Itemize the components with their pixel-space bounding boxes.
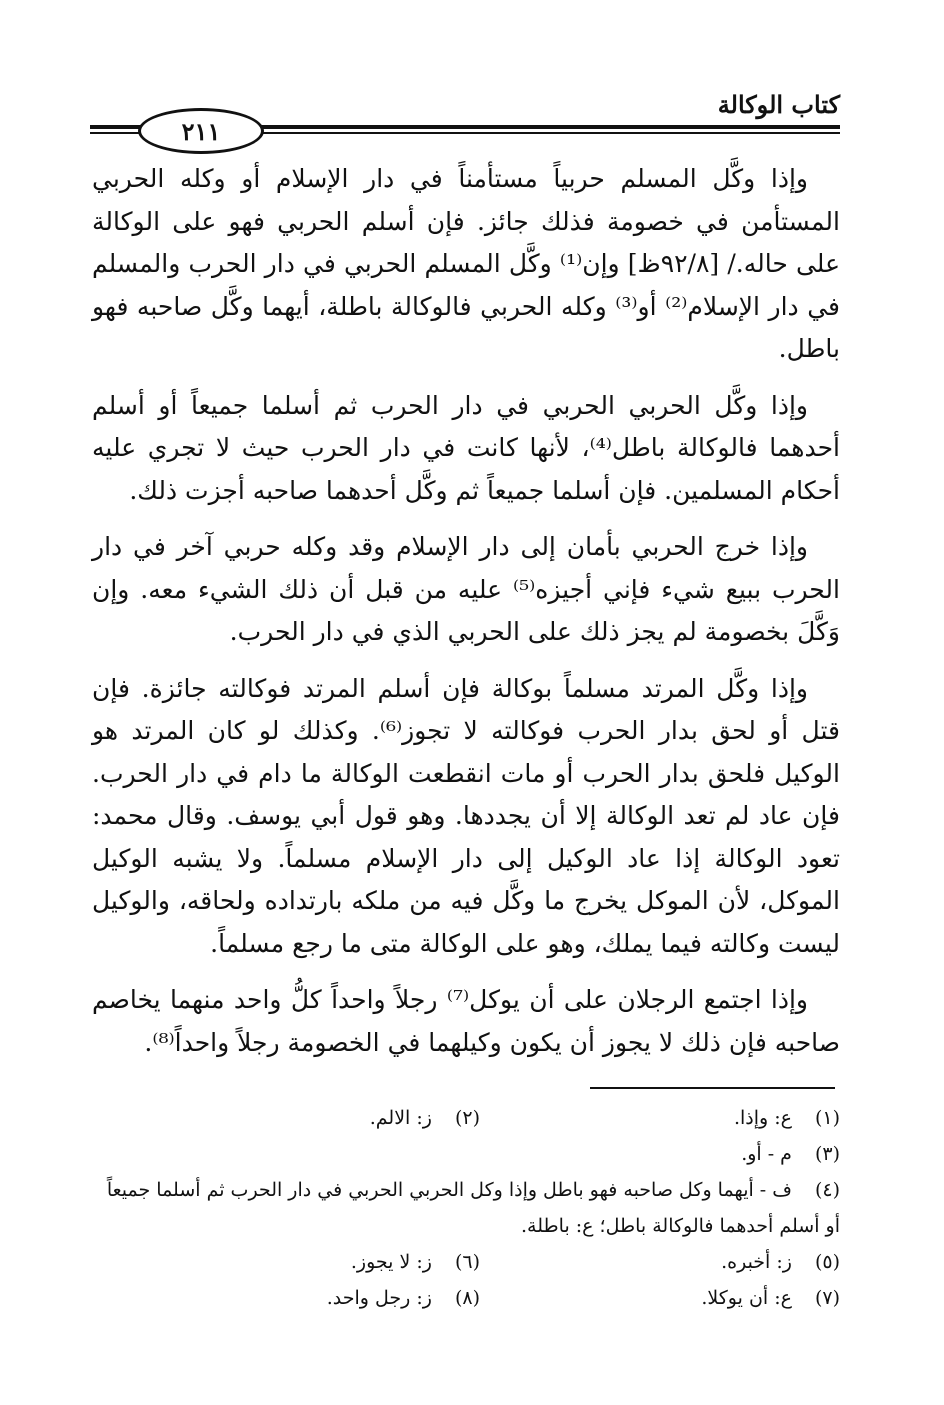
footnote-number: (٤) — [814, 1179, 840, 1201]
footnote-text: ف - أيهما وكل صاحبه فهو باطل وإذا وكل الحربي الحربي في دار الحرب ثم أسلما جميعاً أو أسلم أحدهما فالوكالة باطل؛ ع: باطلة. — [106, 1179, 840, 1237]
main-text — [92, 158, 840, 1078]
footnote-row — [92, 1280, 840, 1316]
page-header — [90, 80, 840, 146]
footnote-row — [92, 1172, 840, 1244]
footnote-row — [92, 1244, 840, 1280]
running-title: كتاب الوكالة — [717, 90, 840, 119]
footnote-row — [92, 1100, 840, 1136]
footnote-text: م - أو. — [741, 1143, 792, 1165]
footnote-1 — [480, 1100, 840, 1136]
footnote-8 — [120, 1280, 480, 1316]
footnote-number: (٧) — [814, 1287, 840, 1309]
footnote-text: ز: أخبره. — [721, 1251, 792, 1273]
footnote-4 — [92, 1172, 840, 1244]
footnotes — [92, 1100, 840, 1316]
footnote-text: ز: رجل واحد. — [326, 1287, 432, 1309]
footnote-2 — [120, 1100, 480, 1136]
footnote-5 — [480, 1244, 840, 1280]
footnote-number: (٥) — [814, 1251, 840, 1273]
footnote-text: ع: أن يوكلا. — [701, 1287, 792, 1309]
paragraph: وإذا وكَّل المسلم حربياً مستأمناً في دار الإسلام أو وكله الحربي المستأمن في خصومة فذلك جائز. فإن أسلم الحربي فهو على الوكالة على حاله./ [٩٢/٨ظ] وإن⁽¹⁾ وكَّل المسلم الحربي في دار الحرب والمسلم في دار الإسلام⁽²⁾ أو⁽³⁾ وكله الحربي فالوكالة باطلة، أيهما وكَّل صاحبه فهو باطل. — [92, 164, 841, 363]
paragraph: وإذا اجتمع الرجلان على أن يوكل⁽⁷⁾ رجلاً واحداً كلُّ واحد منهما يخاصم صاحبه فإن ذلك لا يجوز أن يكون وكيلهما في الخصومة رجلاً واحداً⁽⁸⁾. — [92, 985, 840, 1057]
paragraph: وإذا وكَّل المرتد مسلماً بوكالة فإن أسلم المرتد فوكالته جائزة. فإن قتل أو لحق بدار الحرب فوكالته لا تجوز⁽⁶⁾. وكذلك لو كان المرتد هو الوكيل فلحق بدار الحرب أو مات انقطعت الوكالة ما دام في دار الحرب. فإن عاد لم تعد الوكالة إلا أن يجددها. وهو قول أبي يوسف. وقال محمد: تعود الوكالة إذا عاد الوكيل إلى دار الإسلام مسلماً. ولا يشبه الوكيل الموكل، لأن الموكل يخرج ما وكَّل فيه من ملكه بارتداده ولحاقه، والوكيل ليست وكالته فيما يملك، وهو على الوكالة متى ما رجع مسلماً. — [92, 673, 840, 958]
page-number: ٢١١ — [181, 116, 221, 146]
footnote-separator — [590, 1087, 835, 1089]
footnote-number: (٦) — [454, 1251, 480, 1273]
paragraph: وإذا وكَّل الحربي الحربي في دار الحرب ثم أسلما جميعاً أو أسلم أحدهما فالوكالة باطل⁽⁴⁾، لأنها كانت في دار الحرب حيث لا تجري عليه أحكام المسلمين. فإن أسلما جميعاً ثم وكَّل أحدهما صاحبه أجزت ذلك. — [92, 390, 841, 505]
footnote-3 — [92, 1136, 840, 1172]
footnote-number: (٨) — [454, 1287, 480, 1309]
footnote-text: ز: الالم. — [369, 1107, 432, 1129]
footnote-text: ع: وإذا. — [733, 1107, 792, 1129]
footnote-number: (٣) — [814, 1143, 840, 1165]
footnote-7 — [480, 1280, 840, 1316]
footnote-number: (١) — [814, 1107, 840, 1129]
footnote-row — [92, 1136, 840, 1172]
footnote-text: ز: لا يجوز. — [350, 1251, 432, 1273]
footnote-number: (٢) — [454, 1107, 480, 1129]
paragraph: وإذا خرج الحربي بأمان إلى دار الإسلام وقد وكله حربي آخر في دار الحرب ببيع شيء فإني أجيزه⁽⁵⁾ عليه من قبل أن ذلك الشيء معه. وإن وَكَّلَ بخصومة لم يجز ذلك على الحربي الذي في دار الحرب. — [92, 532, 840, 646]
footnote-6 — [120, 1244, 480, 1280]
page-number-cartouche — [138, 108, 264, 154]
